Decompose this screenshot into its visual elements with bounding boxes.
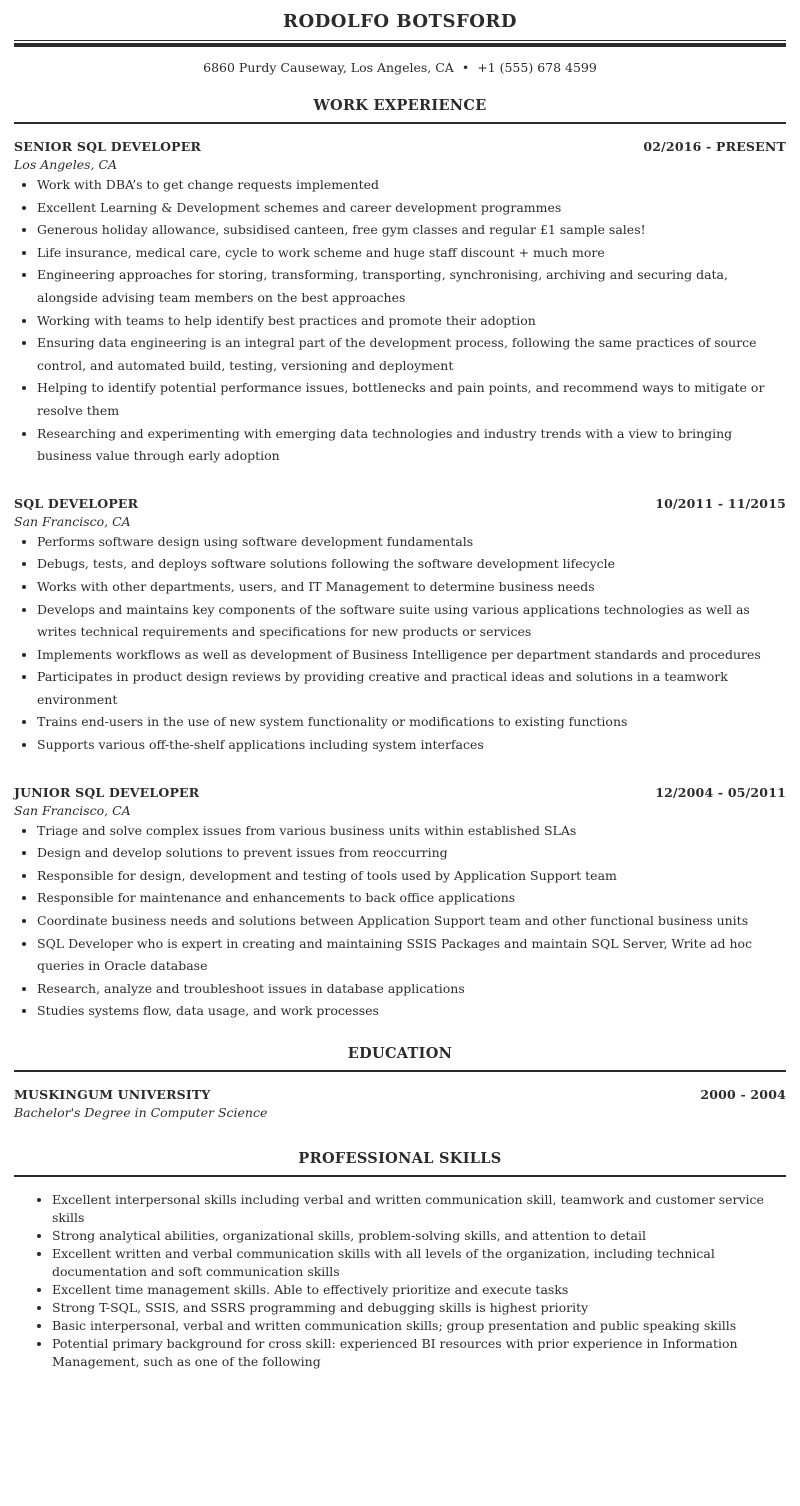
education-school: MUSKINGUM UNIVERSITY	[14, 1087, 211, 1102]
skill-item: • Potential primary background for cross skill: experienced BI resources with prior experience in Information Management, such as one of the following	[52, 1335, 786, 1371]
job-bullet: • Participates in product design reviews by providing creative and practical ideas and solutions in a teamwork environment	[37, 666, 786, 711]
job-bullet: • Work with DBA’s to get change requests implemented	[37, 174, 786, 197]
job-entry	[14, 495, 786, 757]
education-dates: 2000 - 2004	[700, 1087, 786, 1102]
job-bullet: • Responsible for design, development and testing of tools used by Application Support team	[37, 865, 786, 888]
job-bullet: • Engineering approaches for storing, transforming, transporting, synchronising, archiving and securing data, alongside advising team members on the best approaches	[37, 264, 786, 309]
section-title-professional-skills: PROFESSIONAL SKILLS	[14, 1150, 786, 1177]
job-bullet: • Studies systems flow, data usage, and work processes	[37, 1000, 786, 1023]
contact-phone: +1 (555) 678 4599	[477, 60, 597, 75]
job-bullet: • SQL Developer who is expert in creating and maintaining SSIS Packages and maintain SQL Server, Write ad hoc queries in Oracle database	[37, 933, 786, 978]
job-bullet: • Triage and solve complex issues from various business units within established SLAs	[37, 820, 786, 843]
education-degree: Bachelor's Degree in Computer Science	[14, 1105, 268, 1120]
job-bullet: • Performs software design using software development fundamentals	[37, 531, 786, 554]
job-bullets	[14, 820, 786, 1023]
job-entry	[14, 784, 786, 1023]
section-title-work-experience: WORK EXPERIENCE	[14, 97, 786, 124]
skill-item: • Strong T-SQL, SSIS, and SSRS programming and debugging skills is highest priority	[52, 1299, 786, 1317]
job-location: San Francisco, CA	[14, 513, 131, 529]
job-dates: 12/2004 - 05/2011	[655, 784, 786, 800]
job-bullet: • Research, analyze and troubleshoot issues in database applications	[37, 978, 786, 1001]
job-bullet: • Generous holiday allowance, subsidised canteen, free gym classes and regular £1 sample sales!	[37, 219, 786, 242]
job-bullet: • Life insurance, medical care, cycle to work scheme and huge staff discount + much more	[37, 242, 786, 265]
contact-separator: •	[461, 60, 470, 75]
contact-line	[14, 59, 786, 77]
job-header	[14, 138, 786, 156]
job-bullet: • Coordinate business needs and solutions between Application Support team and other functional business units	[37, 910, 786, 933]
job-bullet: • Works with other departments, users, and IT Management to determine business needs	[37, 576, 786, 599]
job-bullet: • Debugs, tests, and deploys software solutions following the software development lifecycle	[37, 553, 786, 576]
job-title: SENIOR SQL DEVELOPER	[14, 139, 202, 154]
section-title-education: EDUCATION	[14, 1045, 786, 1072]
job-bullets	[14, 531, 786, 757]
job-bullet: • Supports various off-the-shelf applications including system interfaces	[37, 734, 786, 757]
skill-item: • Basic interpersonal, verbal and written communication skills; group presentation and public speaking skills	[52, 1317, 786, 1335]
name-divider-thick	[14, 43, 786, 47]
education-header	[14, 1086, 786, 1104]
job-bullet: • Researching and experimenting with emerging data technologies and industry trends with a view to bringing business value through early adoption	[37, 423, 786, 468]
job-bullet: • Responsible for maintenance and enhancements to back office applications	[37, 887, 786, 910]
job-dates: 10/2011 - 11/2015	[655, 495, 786, 511]
job-header	[14, 784, 786, 802]
job-bullet: • Ensuring data engineering is an integral part of the development process, following the same practices of source control, and automated build, testing, versioning and deployment	[37, 332, 786, 377]
job-entry	[14, 138, 786, 468]
skills-list	[14, 1191, 786, 1371]
skill-item: • Excellent time management skills. Able to effectively prioritize and execute tasks	[52, 1281, 786, 1299]
job-location: Los Angeles, CA	[14, 157, 118, 172]
job-location: San Francisco, CA	[14, 802, 131, 818]
education-entry	[14, 1086, 786, 1122]
job-bullet: • Implements workflows as well as development of Business Intelligence per department standards and procedures	[37, 644, 786, 667]
job-bullet: • Develops and maintains key components of the software suite using various applications technologies as well as writes technical requirements and specifications for new products or services	[37, 599, 786, 644]
job-bullet: • Design and develop solutions to prevent issues from reoccurring	[37, 842, 786, 865]
skill-item: • Excellent interpersonal skills including verbal and written communication skill, teamwork and customer service skills	[52, 1191, 786, 1227]
skill-item: • Strong analytical abilities, organizational skills, problem-solving skills, and attention to detail	[52, 1227, 786, 1245]
job-bullet: • Helping to identify potential performance issues, bottlenecks and pain points, and recommend ways to mitigate or resolve them	[37, 377, 786, 422]
job-title: SQL DEVELOPER	[14, 495, 139, 511]
resume-page	[14, 0, 786, 1371]
job-header	[14, 495, 786, 513]
skill-item: • Excellent written and verbal communication skills with all levels of the organization, including technical documentation and soft communication skills	[52, 1245, 786, 1281]
job-bullets	[14, 174, 786, 468]
job-bullet: • Trains end-users in the use of new system functionality or modifications to existing functions	[37, 711, 786, 734]
candidate-name: RODOLFO BOTSFORD	[283, 11, 517, 32]
contact-address: 6860 Purdy Causeway, Los Angeles, CA	[203, 60, 454, 75]
job-dates: 02/2016 - PRESENT	[643, 139, 786, 154]
job-title: JUNIOR SQL DEVELOPER	[14, 784, 200, 800]
job-bullet: • Working with teams to help identify best practices and promote their adoption	[37, 310, 786, 333]
job-bullet: • Excellent Learning & Development schemes and career development programmes	[37, 197, 786, 220]
name-divider-thin	[14, 40, 786, 41]
